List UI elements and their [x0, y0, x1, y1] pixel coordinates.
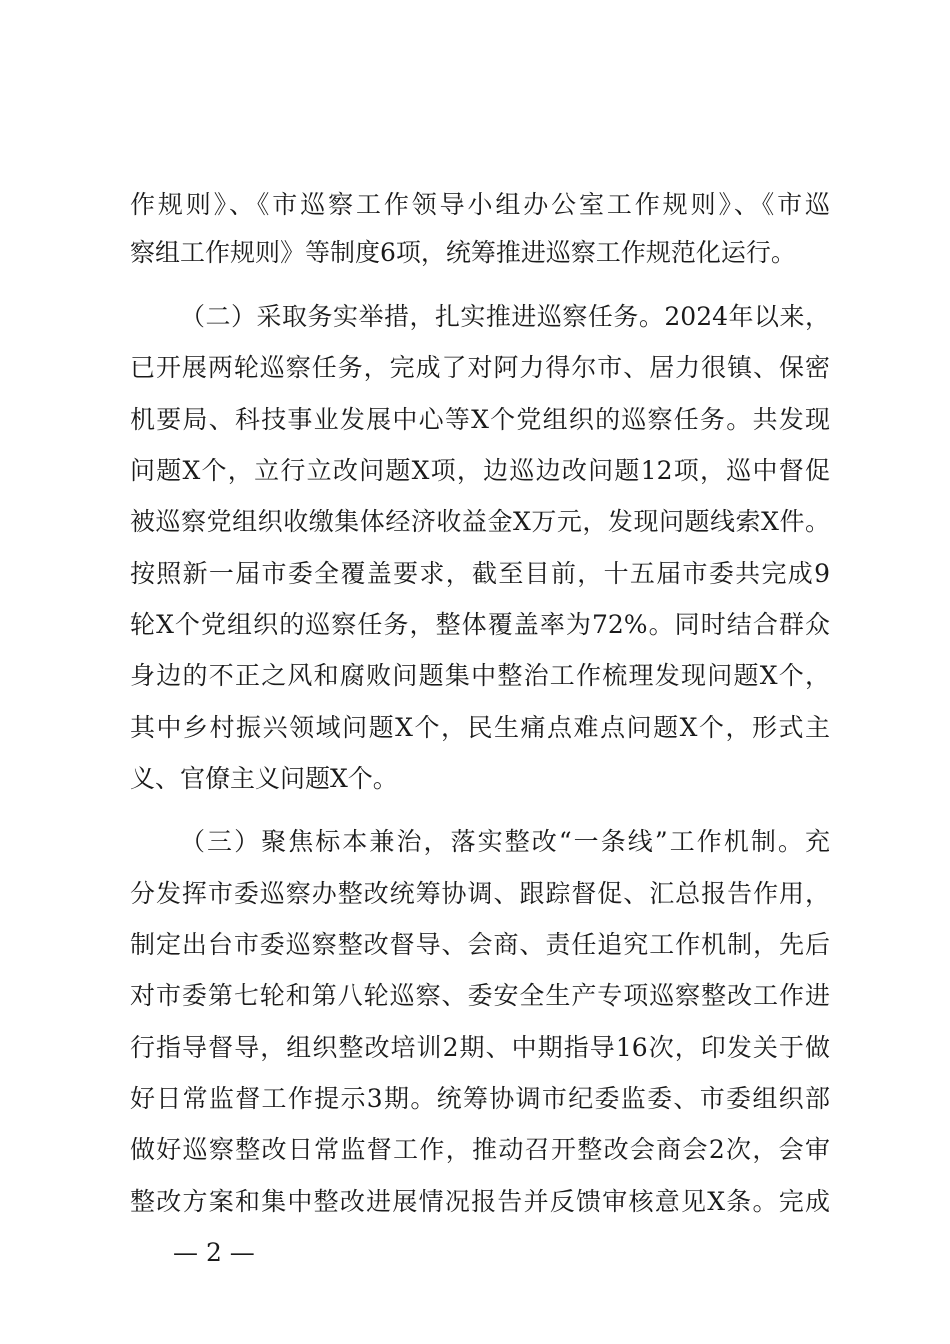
paragraph-line: 对市委第七轮和第八轮巡察、委安全生产专项巡察整改工作进 — [130, 981, 830, 1010]
paragraph-line: 作规则》、《市巡察工作领导小组办公室工作规则》、《市巡 — [130, 190, 830, 219]
paragraph-line: 行指导督导，组织整改培训2期、中期指导16次，印发关于做 — [130, 1033, 830, 1062]
paragraph-line: 整改方案和集中整改进展情况报告并反馈审核意见X条。完成 — [130, 1187, 830, 1216]
paragraph-line: 机要局、科技事业发展中心等X个党组织的巡察任务。共发现 — [130, 405, 830, 434]
paragraph-line: 轮X个党组织的巡察任务，整体覆盖率为72%。同时结合群众 — [130, 610, 830, 639]
paragraph-line: 义、官僚主义问题X个。 — [130, 764, 398, 793]
page-number: — 2 — — [173, 1238, 255, 1267]
paragraph-line: （二）采取务实举措，扎实推进巡察任务。2024年以来， — [180, 302, 830, 331]
paragraph-line: 问题X个，立行立改问题X项，边巡边改问题12项，巡中督促 — [130, 456, 830, 485]
paragraph-line: 制定出台市委巡察整改督导、会商、责任追究工作机制，先后 — [130, 930, 830, 959]
paragraph-line: 已开展两轮巡察任务，完成了对阿力得尔市、居力很镇、保密 — [130, 353, 830, 382]
paragraph-line: 被巡察党组织收缴集体经济收益金X万元，发现问题线索X件。 — [130, 507, 830, 536]
paragraph-line: 其中乡村振兴领域问题X个，民生痛点难点问题X个，形式主 — [130, 713, 830, 742]
paragraph-line: 身边的不正之风和腐败问题集中整治工作梳理发现问题X个， — [130, 661, 830, 690]
paragraph-line: 分发挥市委巡察办整改统筹协调、跟踪督促、汇总报告作用， — [130, 879, 830, 908]
paragraph-line: 按照新一届市委全覆盖要求，截至目前，十五届市委共完成9 — [130, 559, 830, 588]
paragraph-line: （三）聚焦标本兼治，落实整改“一条线”工作机制。充 — [180, 827, 830, 856]
paragraph-line: 好日常监督工作提示3期。统筹协调市纪委监委、市委组织部 — [130, 1084, 830, 1113]
paragraph-line: 做好巡察整改日常监督工作，推动召开整改会商会2次，会审 — [130, 1135, 830, 1164]
paragraph-line: 察组工作规则》等制度6项，统筹推进巡察工作规范化运行。 — [130, 238, 796, 267]
